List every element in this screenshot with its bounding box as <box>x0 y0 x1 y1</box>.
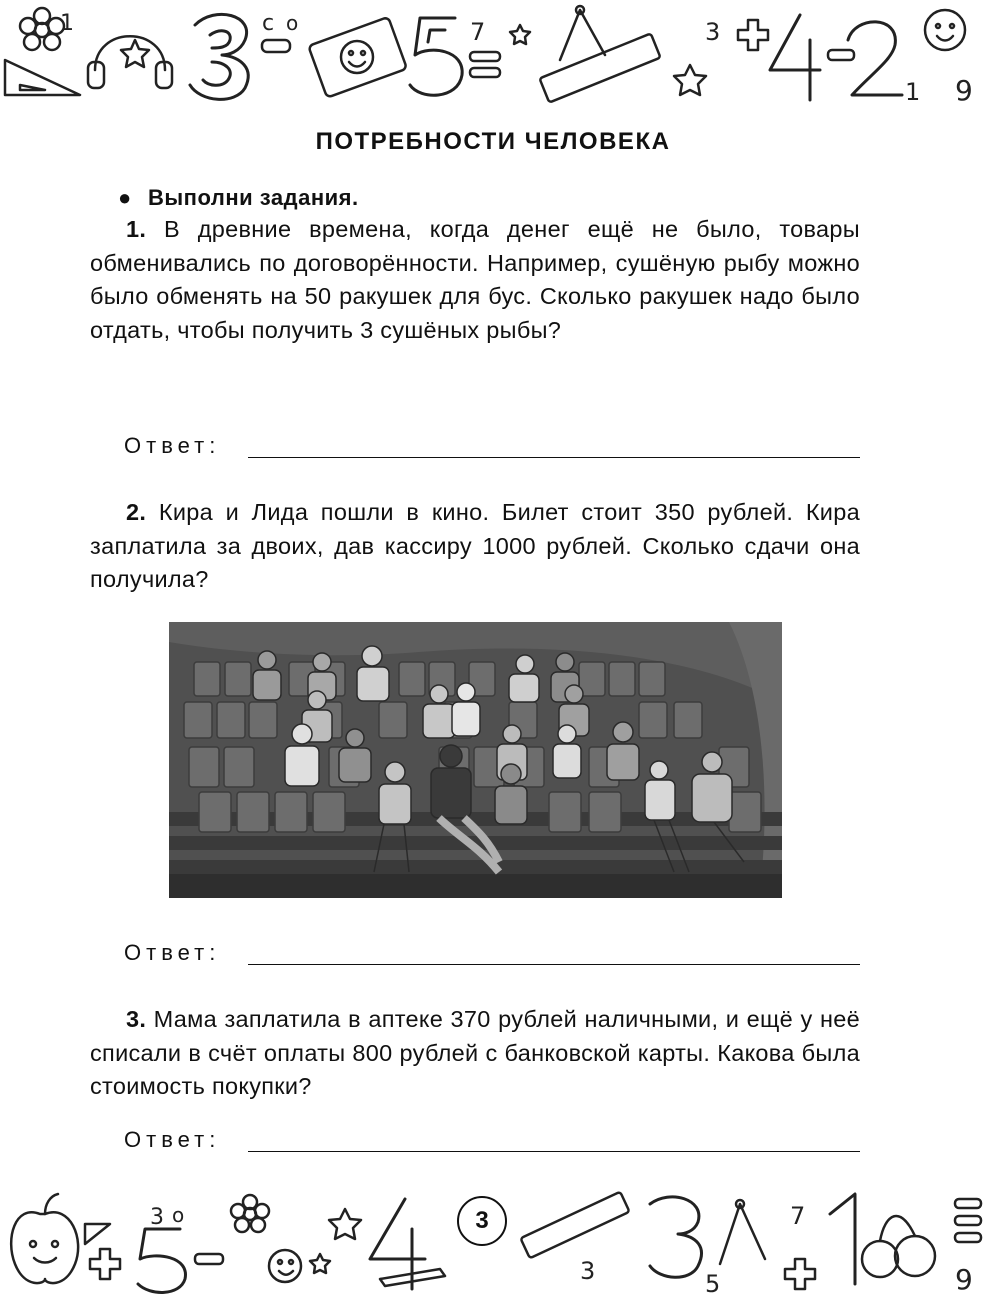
task-1 <box>90 213 860 347</box>
flower-icon <box>231 1195 269 1232</box>
ruler-icon <box>521 1192 630 1258</box>
plus-outline-icon <box>785 1259 815 1289</box>
answer-label: Ответ: <box>124 940 221 965</box>
svg-text:3: 3 <box>580 1257 596 1285</box>
banknote-icon <box>308 17 407 98</box>
digit-3-outline-icon <box>190 14 248 99</box>
minus-outline-icon <box>828 50 854 60</box>
page-title: ПОТРЕБНОСТИ ЧЕЛОВЕКА <box>315 128 671 155</box>
task-number: 2. <box>126 499 147 525</box>
compass-icon <box>560 6 605 60</box>
digit-5-outline-icon <box>410 18 462 95</box>
set-square-icon <box>5 60 80 95</box>
plus-outline-icon <box>90 1249 120 1279</box>
star-icon <box>329 1209 361 1239</box>
svg-text:1: 1 <box>905 78 921 106</box>
instruction-text: Выполни задания. <box>148 185 359 210</box>
task-2 <box>90 496 860 597</box>
svg-text:7: 7 <box>790 1202 806 1230</box>
svg-text:9: 9 <box>955 1263 973 1296</box>
bullet-icon: ● <box>118 185 132 210</box>
answer-label: Ответ: <box>124 433 221 458</box>
svg-text:3: 3 <box>150 1205 164 1230</box>
task-number: 1. <box>126 216 147 242</box>
star-icon <box>310 1254 330 1273</box>
svg-text:c: c <box>262 11 275 36</box>
answer-line[interactable] <box>248 457 860 458</box>
star-icon <box>121 40 149 67</box>
answer-2[interactable] <box>124 940 860 970</box>
answer-1[interactable] <box>124 433 860 463</box>
headphones-icon <box>88 36 172 88</box>
task-text: В древние времена, когда денег ещё не было, товары обменивались по договорённости. Например, сушёную рыбу можно было обменять на 50 ракушек для бус. Сколько ракушек надо было отдать, чтобы получить 3 сушёных рыбы? <box>90 216 860 343</box>
task-3 <box>90 1003 860 1104</box>
equals-outline-icon <box>470 52 500 77</box>
svg-text:7: 7 <box>470 18 486 46</box>
digit-5-outline-icon <box>138 1229 185 1292</box>
minus-outline-icon <box>262 40 290 52</box>
svg-text:5: 5 <box>705 1270 721 1298</box>
answer-line[interactable] <box>248 1151 860 1152</box>
compass-icon <box>720 1200 765 1264</box>
task-number: 3. <box>126 1006 147 1032</box>
svg-text:1: 1 <box>60 11 74 36</box>
digit-2-outline-icon <box>848 22 902 95</box>
digit-1-outline-icon <box>830 1194 855 1284</box>
svg-text:3: 3 <box>705 18 721 46</box>
digit-4-outline-icon <box>770 15 820 100</box>
smiley-face-icon <box>925 10 965 50</box>
apple-icon <box>11 1194 78 1283</box>
answer-3[interactable] <box>124 1127 860 1157</box>
minus-outline-icon <box>195 1254 223 1264</box>
star-icon <box>674 65 706 95</box>
plus-outline-icon <box>738 20 768 50</box>
cherries-icon <box>862 1216 935 1277</box>
equals-outline-icon <box>955 1199 981 1242</box>
digit-3-outline-icon <box>650 1197 701 1277</box>
top-doodle-band <box>0 0 986 115</box>
page-number: 3 <box>457 1196 507 1246</box>
answer-line[interactable] <box>248 964 860 965</box>
svg-text:o: o <box>172 1203 185 1227</box>
instruction <box>118 185 359 211</box>
svg-text:9: 9 <box>955 74 973 107</box>
smiley-face-icon <box>269 1250 301 1282</box>
answer-label: Ответ: <box>124 1127 221 1152</box>
task-text: Кира и Лида пошли в кино. Билет стоит 350 рублей. Кира заплатила за двоих, дав кассиру 1000 рублей. Сколько сдачи она получила? <box>90 499 860 592</box>
cinema-audience-illustration <box>169 622 782 898</box>
triangle-icon <box>85 1224 110 1244</box>
task-text: Мама заплатила в аптеке 370 рублей наличными, и ещё у неё списали в счёт оплаты 800 рублей с банковской карты. Какова была стоимость покупки? <box>90 1006 860 1099</box>
flower-icon <box>20 8 64 50</box>
star-icon <box>510 25 530 44</box>
svg-text:o: o <box>286 11 299 35</box>
